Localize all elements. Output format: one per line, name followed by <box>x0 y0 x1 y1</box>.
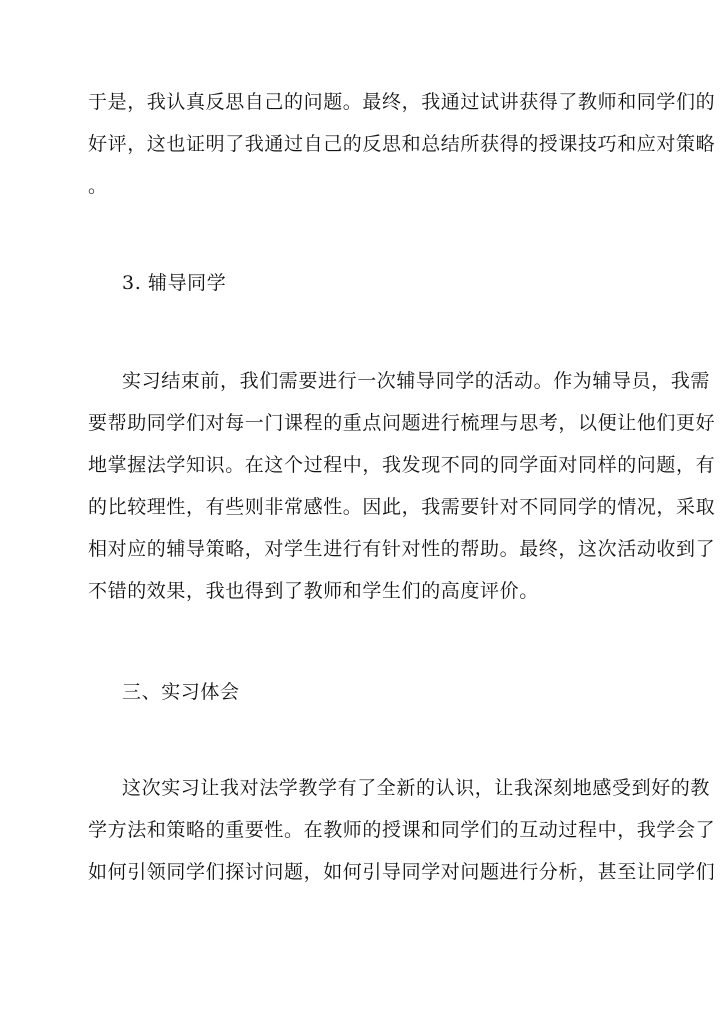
paragraph-line: 要帮助同学们对每一门课程的重点问题进行梳理与思考，以便让他们更好 <box>88 412 716 434</box>
paragraph-line: 于是，我认真反思自己的问题。最终，我通过试讲获得了教师和同学们的 <box>88 91 716 113</box>
section-heading: 三、实习体会 <box>122 681 240 703</box>
paragraph-line: 相对应的辅导策略，对学生进行有针对性的帮助。最终，这次活动收到了 <box>88 538 716 560</box>
subsection-heading: 3. 辅导同学 <box>122 272 227 294</box>
paragraph-line: 如何引领同学们探讨问题，如何引导同学对问题进行分析，甚至让同学们 <box>88 861 716 883</box>
paragraph-line: 这次实习让我对法学教学有了全新的认识，让我深刻地感受到好的教 <box>122 777 711 799</box>
paragraph-line: 地掌握法学知识。在这个过程中，我发现不同的同学面对同样的问题，有 <box>88 454 716 476</box>
paragraph-line: 实习结束前，我们需要进行一次辅导同学的活动。作为辅导员，我需 <box>122 370 711 392</box>
paragraph-line: 。 <box>88 175 108 197</box>
paragraph-line: 好评，这也证明了我通过自己的反思和总结所获得的授课技巧和应对策略 <box>88 133 716 155</box>
paragraph-line: 学方法和策略的重要性。在教师的授课和同学们的互动过程中，我学会了 <box>88 819 716 841</box>
paragraph-line: 不错的效果，我也得到了教师和学生们的高度评价。 <box>88 580 539 602</box>
paragraph-line: 的比较理性，有些则非常感性。因此，我需要针对不同同学的情况，采取 <box>88 496 716 518</box>
